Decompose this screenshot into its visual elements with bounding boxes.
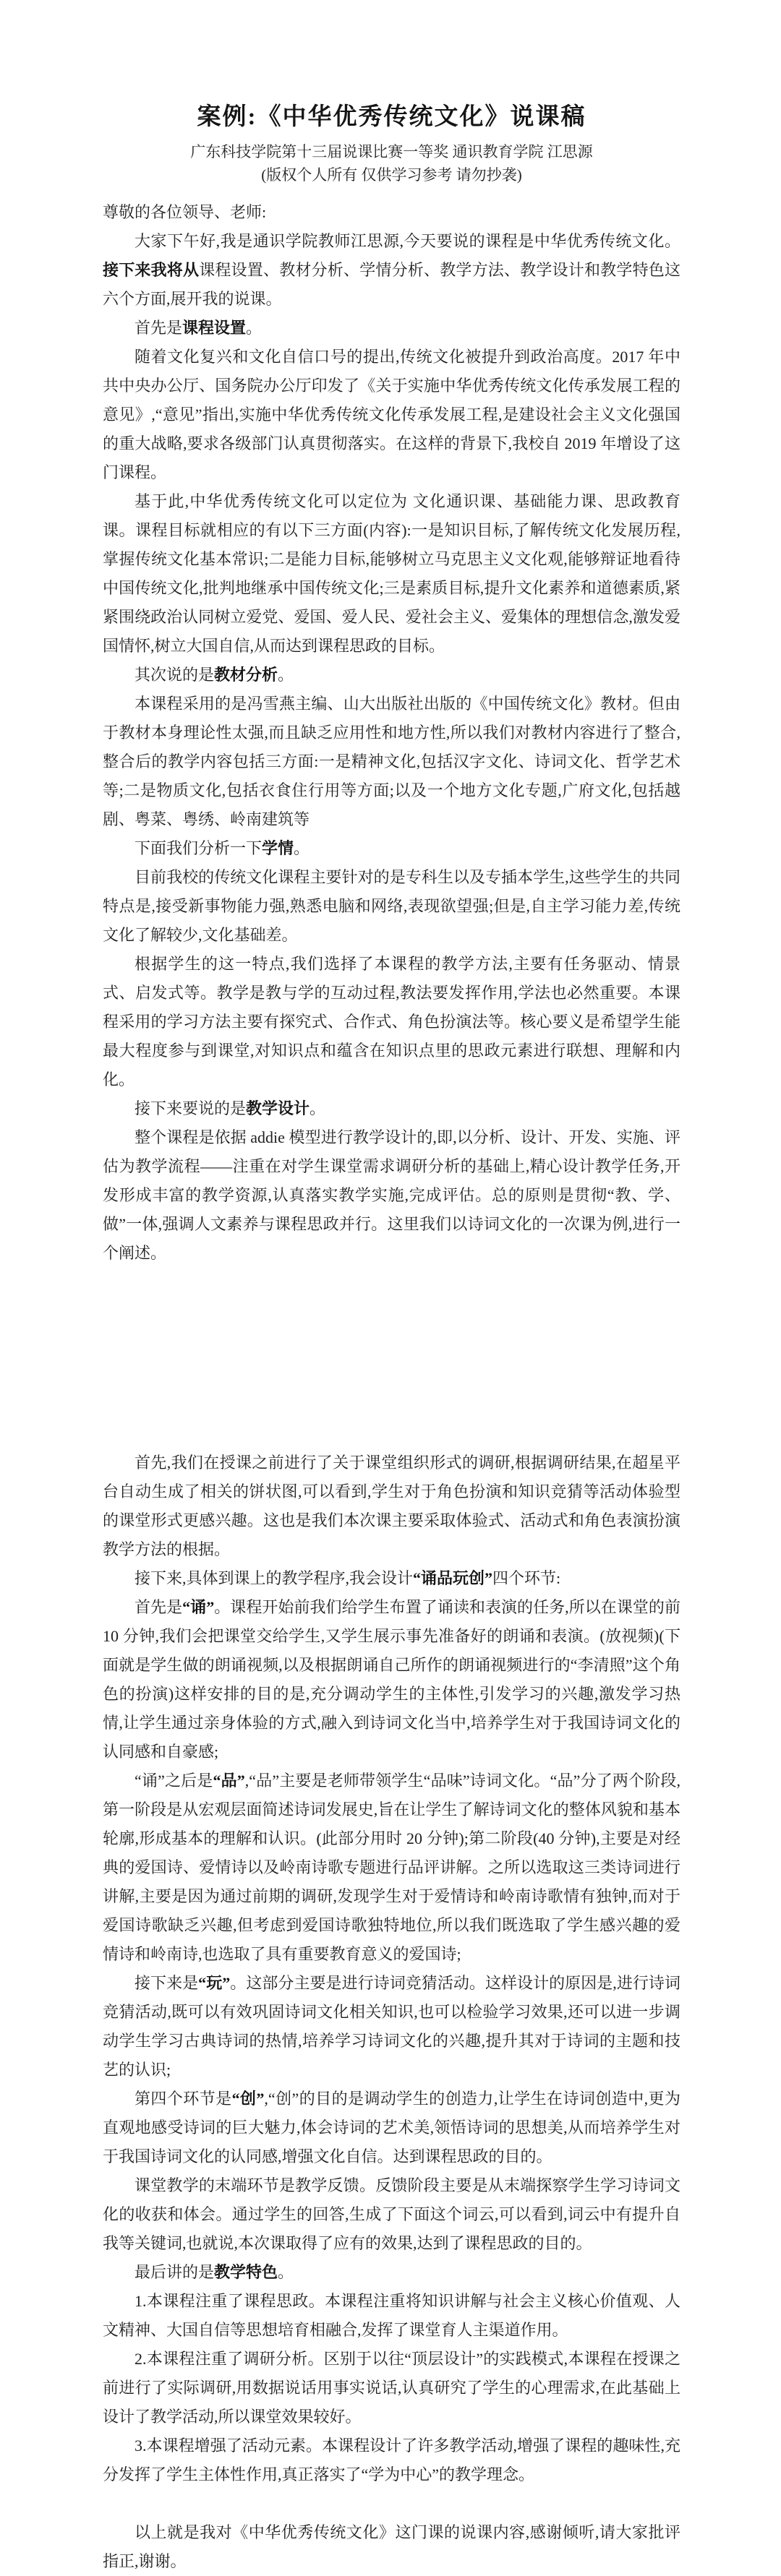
paragraph: 大家下午好,我是通识学院教师江思源,今天要说的课程是中华优秀传统文化。接下来我将从课程设置、教材分析、学情分析、教学方法、教学设计和教学特色这六个方面,展开我的说课。 — [103, 232, 680, 308]
paragraph: 下面我们分析一下学情。 — [135, 839, 310, 857]
paragraph: 以上就是我对《中华优秀传统文化》这门课的说课内容,感谢倾听,请大家批评指正,谢谢。 — [103, 2523, 680, 2570]
paragraph: 1.本课程注重了课程思政。本课程注重将知识讲解与社会主义核心价值观、人文精神、大国自信等思想培育相融合,发挥了课堂育人主渠道作用。 — [103, 2292, 680, 2339]
document-subtitle-award: 广东科技学院第十三届说课比赛一等奖 通识教育学院 江思源 — [190, 143, 593, 160]
paragraph: 2.本课程注重了调研分析。区别于以往“顶层设计”的实践模式,本课程在授课之前进行了实际调研,用数据说话用事实说话,认真研究了学生的心理需求,在此基础上设计了教学活动,所以课堂效果较好。 — [103, 2350, 680, 2426]
paragraph: 其次说的是教材分析。 — [135, 666, 294, 684]
paragraph: 第四个环节是“创”,“创”的目的是调动学生的创造力,让学生在诗词创造中,更为直观地感受诗词的巨大魅力,体会诗词的艺术美,领悟诗词的思想美,从而培养学生对于我国诗词文化的认同感,增强文化自信。达到课程思政的目的。 — [103, 2090, 680, 2165]
paragraph: 课堂教学的末端环节是教学反馈。反馈阶段主要是从末端探察学生学习诗词文化的收获和体会。通过学生的回答,生成了下面这个词云,可以看到,词云中有提升自我等关键词,也就说,本次课取得了应有的效果,达到了课程思政的目的。 — [103, 2176, 680, 2252]
paragraph: 基于此,中华优秀传统文化可以定位为 文化通识课、基础能力课、思政教育课。课程目标就相应的有以下三方面(内容):一是知识目标,了解传统文化发展历程,掌握传统文化基本常识;二是能力目标,能够树立马克思主义文化观,能够辩证地看待中国传统文化,批判地继承中国传统文化;三是素质目标,提升文化素养和道德素质,紧紧围绕政治认同树立爱党、爱国、爱人民、爱社会主义、爱集体的理想信念,激发爱国情怀,树立大国自信,从而达到课程思政的目标。 — [103, 492, 680, 655]
paragraph: 接下来是“玩”。这部分主要是进行诗词竞猜活动。这样设计的原因是,进行诗词竞猜活动,既可以有效巩固诗词文化相关知识,也可以检验学习效果,还可以进一步调动学生学习古典诗词的热情,培养学习诗词文化的兴趣,提升其对于诗词的主题和技艺的认识; — [103, 1974, 680, 2079]
paragraph-gap — [103, 1268, 680, 1448]
paragraph: 接下来,具体到课上的教学程序,我会设计“诵品玩创”四个环节: — [135, 1569, 561, 1587]
paragraph: 首先是“诵”。课程开始前我们给学生布置了诵读和表演的任务,所以在课堂的前 10 分钟,我们会把课堂交给学生,又学生展示事先准备好的朗诵和表演。(放视频)(下面就是学生做的朗诵视频,以及根据朗诵自己所作的朗诵视频进行的“李清照”这个角色的扮演)这样安排的目的是,充分调动学生的主体性,引发学习的兴趣,激发学习热情,让学生通过亲身体验的方式,融入到诗词文化当中,培养学生对于我国诗词文化的认同感和自豪感; — [103, 1598, 680, 1761]
paragraph: 根据学生的这一特点,我们选择了本课程的教学方法,主要有任务驱动、情景式、启发式等。教学是教与学的互动过程,教法要发挥作用,学法也必然重要。本课程采用的学习方法主要有探究式、合作式、角色扮演法等。核心要义是希望学生能最大程度参与到课堂,对知识点和蕴含在知识点里的思政元素进行联想、理解和内化。 — [103, 955, 680, 1089]
paragraph: 整个课程是依据 addie 模型进行教学设计的,即,以分析、设计、开发、实施、评估为教学流程——注重在对学生课堂需求调研分析的基础上,精心设计教学任务,开发形成丰富的教学资源,认真落实教学实施,完成评估。总的原则是贯彻“教、学、做”一体,强调人文素养与课程思政并行。这里我们以诗词文化的一次课为例,进行一个阐述。 — [103, 1128, 680, 1262]
paragraph: 首先是课程设置。 — [135, 319, 263, 337]
paragraph: 尊敬的各位领导、老师: — [103, 203, 267, 221]
paragraph: 最后讲的是教学特色。 — [135, 2263, 294, 2281]
paragraph: 目前我校的传统文化课程主要针对的是专科生以及专插本学生,这些学生的共同特点是,接受新事物能力强,熟悉电脑和网络,表现欲望强;但是,自主学习能力差,传统文化了解较少,文化基础差。 — [103, 868, 680, 944]
document-body — [103, 198, 680, 2576]
paragraph: 接下来要说的是教学设计。 — [135, 1099, 326, 1117]
paragraph: “诵”之后是“品”,“品”主要是老师带领学生“品味”诗词文化。“品”分了两个阶段,第一阶段是从宏观层面简述诗词发展史,旨在让学生了解诗词文化的整体风貌和基本轮廓,形成基本的理解和认识。(此部分用时 20 分钟);第二阶段(40 分钟),主要是对经典的爱国诗、爱情诗以及岭南诗歌专题进行品评讲解。之所以选取这三类诗词进行讲解,主要是因为通过前期的调研,发现学生对于爱情诗和岭南诗歌情有独钟,而对于爱国诗歌缺乏兴趣,但考虑到爱国诗歌独特地位,所以我们既选取了学生感兴趣的爱情诗和岭南诗,也选取了具有重要教育意义的爱国诗; — [103, 1772, 680, 1963]
paragraph: 随着文化复兴和文化自信口号的提出,传统文化被提升到政治高度。2017 年中共中央办公厅、国务院办公厅印发了《关于实施中华优秀传统文化传承发展工程的意见》,“意见”指出,实施中华优秀传统文化传承发展工程,是建设社会主义文化强国的重大战略,要求各级部门认真贯彻落实。在这样的背景下,我校自 2019 年增设了这门课程。 — [103, 348, 680, 481]
paragraph: 本课程采用的是冯雪燕主编、山大出版社出版的《中国传统文化》教材。但由于教材本身理论性太强,而且缺乏应用性和地方性,所以我们对教材内容进行了整合,整合后的教学内容包括三方面:一是精神文化,包括汉字文化、诗词文化、哲学艺术等;二是物质文化,包括衣食住行用等方面;以及一个地方文化专题,广府文化,包括越剧、粤菜、粤绣、岭南建筑等 — [103, 695, 680, 828]
document-copyright-note: (版权个人所有 仅供学习参考 请勿抄袭) — [261, 166, 522, 184]
paragraph: 3.本课程增强了活动元素。本课程设计了许多教学活动,增强了课程的趣味性,充分发挥了学生主体性作用,真正落实了“学为中心”的教学理念。 — [103, 2437, 680, 2483]
document-title: 案例:《中华优秀传统文化》说课稿 — [197, 104, 586, 130]
paragraph-gap — [103, 2489, 680, 2518]
paragraph: 首先,我们在授课之前进行了关于课堂组织形式的调研,根据调研结果,在超星平台自动生成了相关的饼状图,可以看到,学生对于角色扮演和知识竞猜等活动体验型的课堂形式更感兴趣。这也是我们本次课主要采取体验式、活动式和角色表演扮演教学方法的根据。 — [103, 1454, 680, 1558]
